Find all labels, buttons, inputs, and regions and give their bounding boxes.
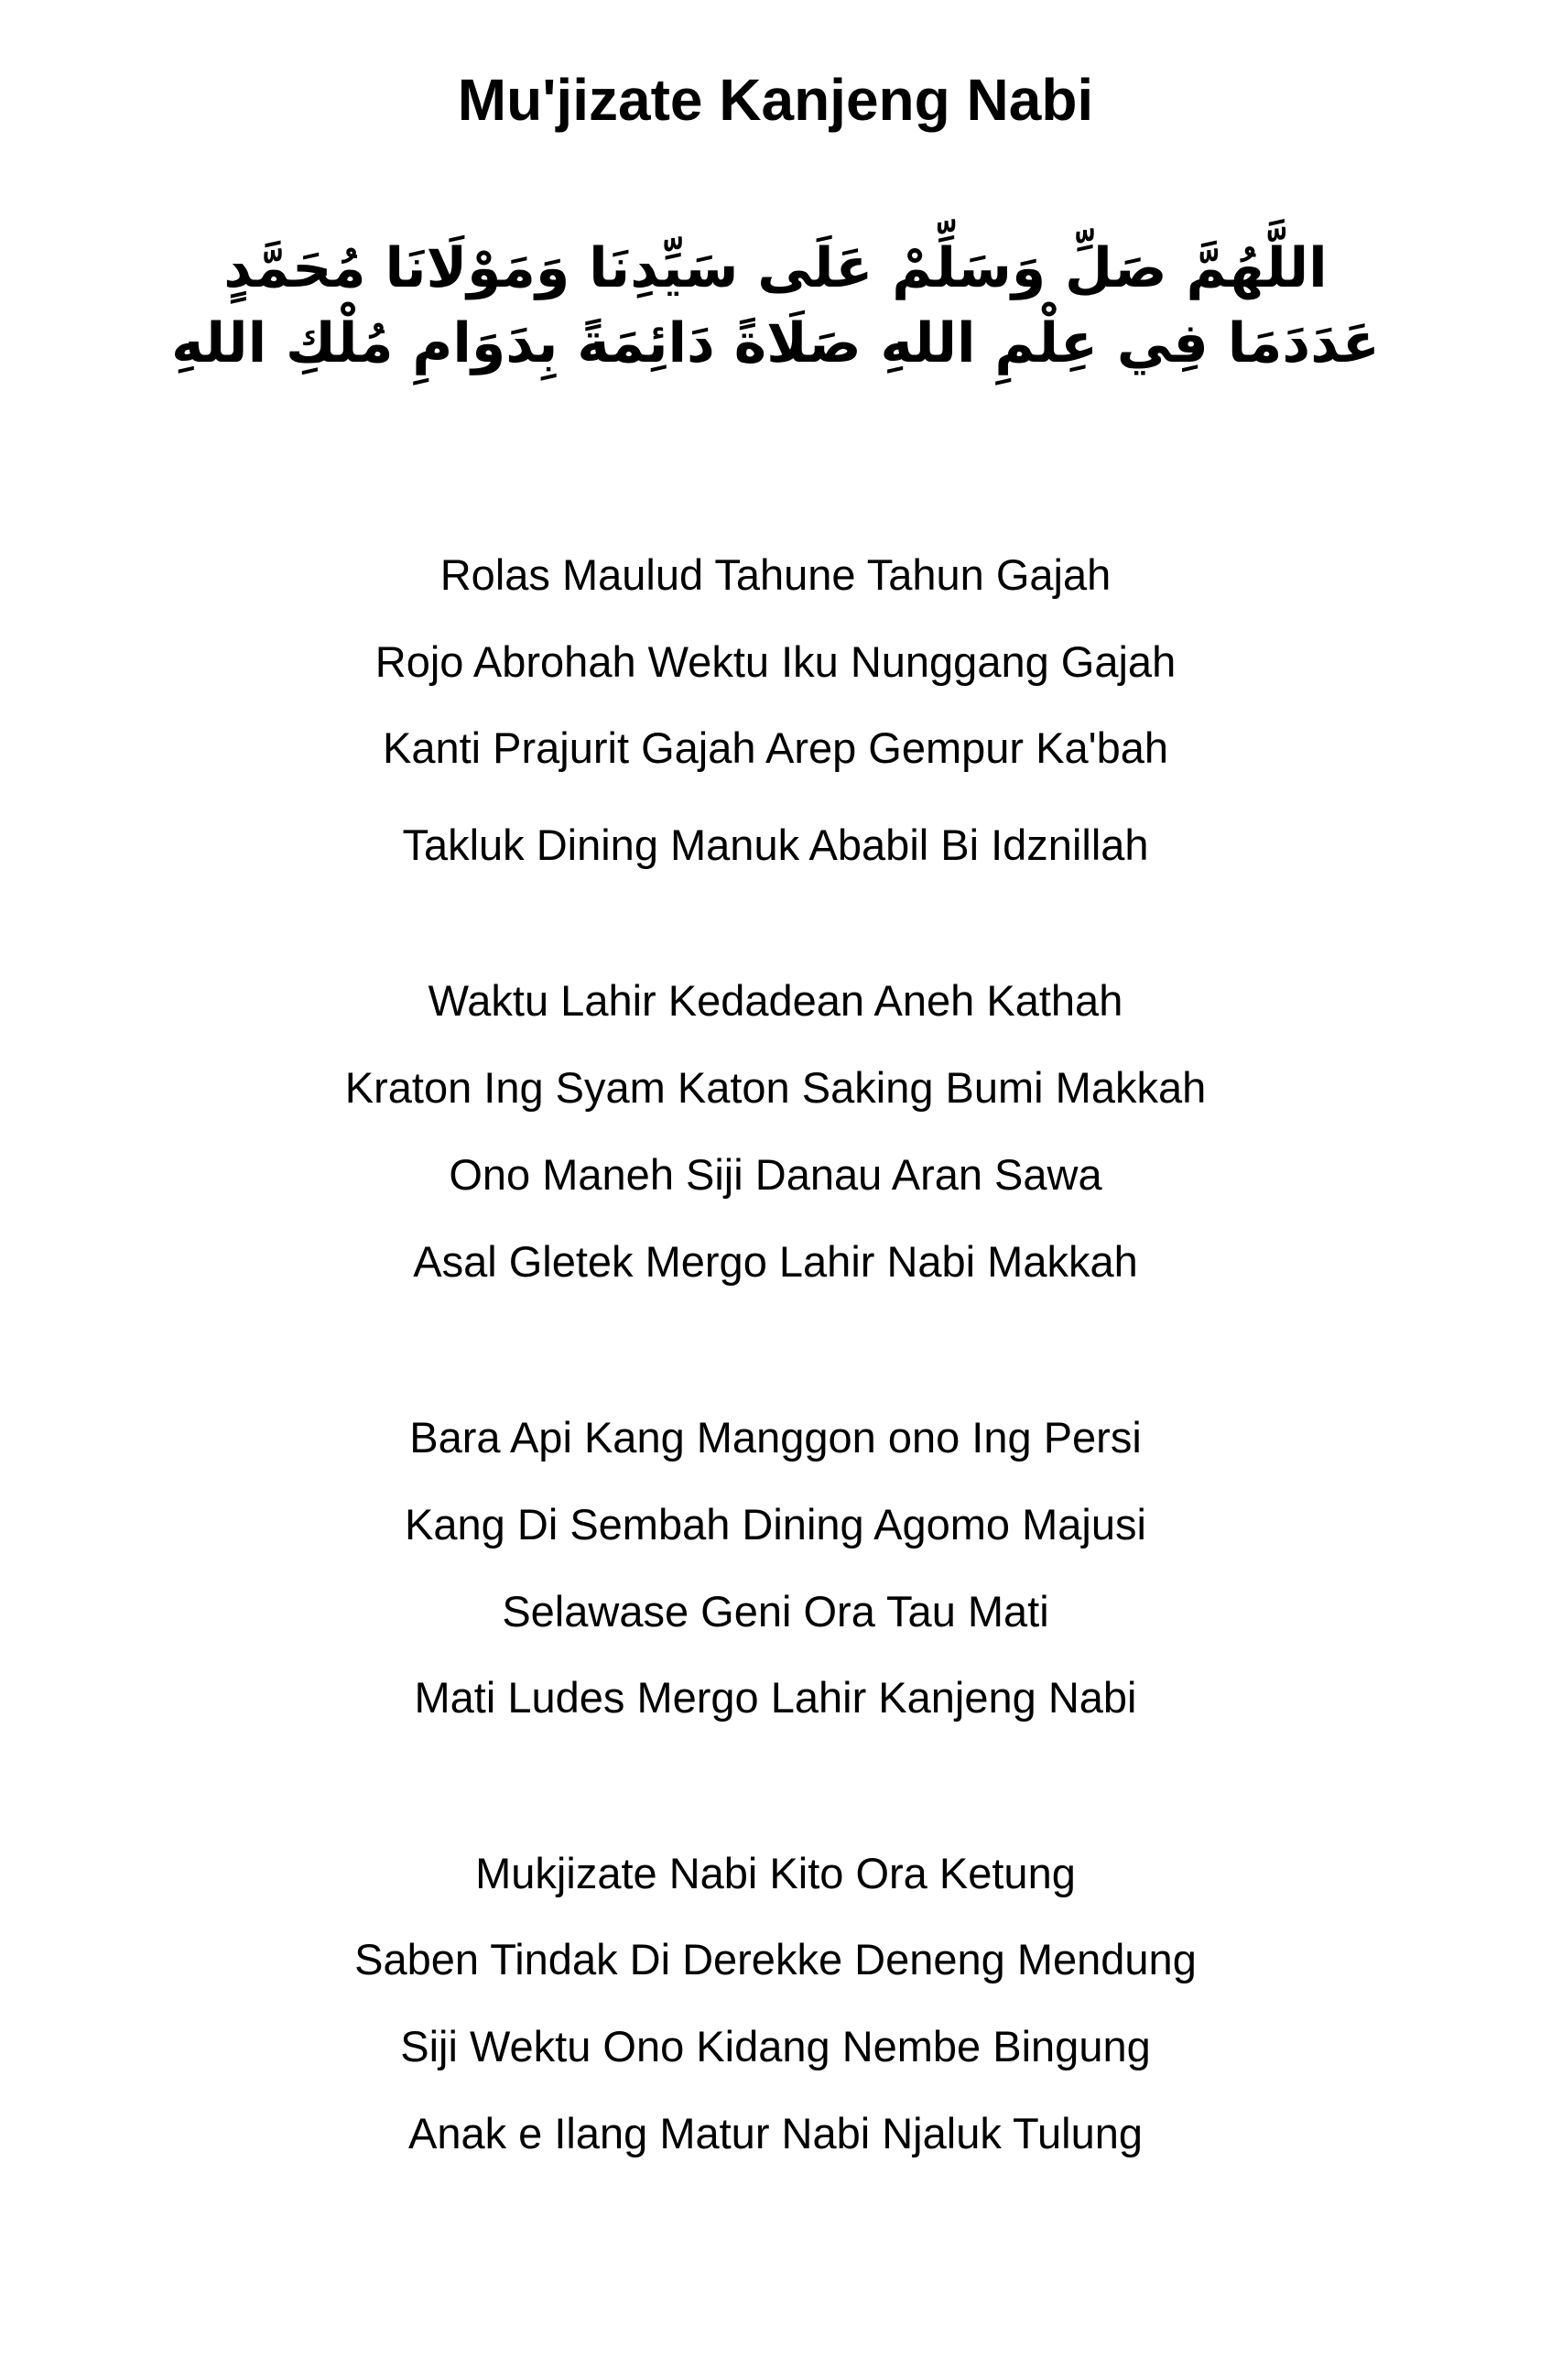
lyric-line: Asal Gletek Mergo Lahir Nabi Makkah: [413, 1237, 1138, 1286]
lyric-line: Mukjizate Nabi Kito Ora Ketung: [475, 1849, 1076, 1897]
lyric-line: Ono Maneh Siji Danau Aran Sawa: [449, 1150, 1102, 1199]
lyric-line: Rojo Abrohah Wektu Iku Nunggang Gajah: [374, 637, 1177, 686]
lyric-line: Anak e Ilang Matur Nabi Njaluk Tulung: [407, 2109, 1144, 2157]
lyric-line: Waktu Lahir Kedadean Aneh Kathah: [428, 976, 1123, 1025]
lyric-line: Selawase Geni Ora Tau Mati: [502, 1587, 1049, 1636]
lyric-line: Mati Ludes Mergo Lahir Kanjeng Nabi: [414, 1673, 1137, 1722]
lyric-line: Takluk Dining Manuk Ababil Bi Idznillah: [402, 821, 1149, 869]
lyric-line: Kraton Ing Syam Katon Saking Bumi Makkah: [344, 1063, 1207, 1112]
lyric-line: Kang Di Sembah Dining Agomo Majusi: [405, 1500, 1146, 1549]
lyric-line: Kanti Prajurit Gajah Arep Gempur Ka'bah: [382, 723, 1169, 772]
lyric-line: Siji Wektu Ono Kidang Nembe Bingung: [400, 2022, 1151, 2070]
lyric-line: Saben Tindak Di Derekke Deneng Mendung: [354, 1935, 1197, 1983]
arabic-line-2: عَدَدَمَا فِي عِلْمِ اللهِ صَلَاةً دَائِمَةً بِدَوَامِ مُلْكِ اللهِ: [171, 311, 1380, 375]
page-title: Mu'jizate Kanjeng Nabi: [457, 67, 1094, 133]
arabic-line-1: اللَّهُمَّ صَلِّ وَسَلِّمْ عَلَى سَيِّدِنَا وَمَوْلَانَا مُحَمَّدٍ: [223, 236, 1328, 300]
lyric-line: Rolas Maulud Tahune Tahun Gajah: [439, 550, 1112, 599]
lyric-line: Bara Api Kang Manggon ono Ing Persi: [409, 1413, 1142, 1462]
